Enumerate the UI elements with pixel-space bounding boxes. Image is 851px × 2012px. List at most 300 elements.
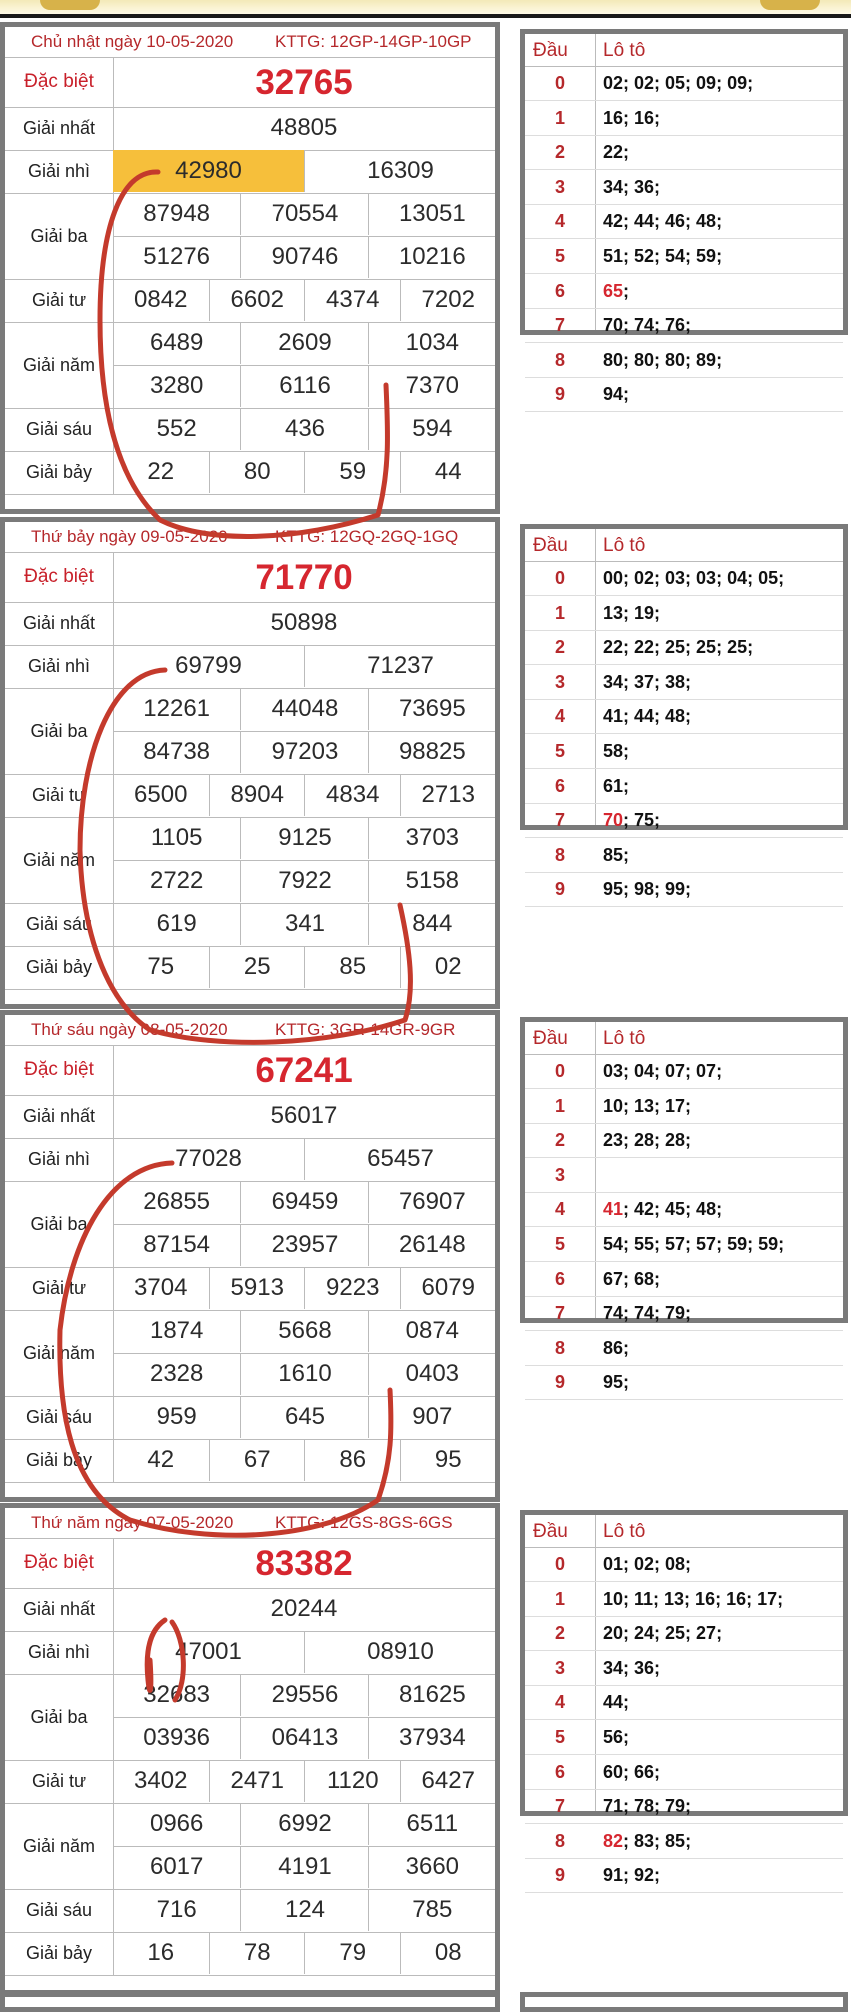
prize-number: 69459: [240, 1181, 368, 1223]
prize-numbers: [113, 408, 495, 451]
prize-label: Giải sáu: [5, 1889, 114, 1932]
loto-head-digit: 4: [554, 211, 565, 232]
prize-number: 71237: [304, 645, 496, 687]
prize-label: Giải nhất: [5, 1588, 114, 1631]
loto-values-text: 16; 16;: [603, 107, 661, 128]
prize-number: 2328: [149, 1360, 204, 1387]
prize-number: 08: [400, 1932, 497, 1974]
prize-number: 75: [147, 953, 175, 980]
prize-row-g5: [5, 322, 495, 409]
prize-number: 13051: [368, 193, 496, 235]
prize-number: 2722: [149, 867, 204, 894]
prize-label: Giải sáu: [5, 903, 114, 946]
prize-label: Đặc biệt: [5, 1045, 114, 1095]
prize-label: Giải năm: [5, 322, 114, 408]
loto-values-text: 54; 55; 57; 57; 59; 59;: [603, 1234, 785, 1254]
prize-number: 16: [147, 1939, 175, 1966]
prize-row-db: [5, 57, 495, 108]
loto-values: [603, 1762, 660, 1783]
loto-values: [603, 706, 691, 727]
loto-row: [525, 1296, 843, 1331]
prize-number: 6511: [368, 1803, 496, 1845]
draw-code: KTTG: 3GR-14GR-9GR: [275, 1020, 456, 1039]
loto-values: [603, 108, 660, 129]
prize-number: 6992: [240, 1803, 368, 1845]
loto-head-digit: 4: [554, 1692, 565, 1713]
loto-head-digit: 6: [554, 280, 565, 301]
prize-row-g1: [5, 1588, 495, 1632]
prize-number: 50898: [270, 609, 338, 636]
loto-values-text: 02; 02; 05; 09; 09;: [603, 73, 754, 93]
loto-values-text: ; 83; 85;: [623, 1830, 692, 1851]
loto-head-digit: 8: [554, 844, 565, 865]
prize-number: 29556: [240, 1674, 368, 1716]
loto-head-digit: 3: [554, 671, 565, 692]
loto-values-text: 22; 22; 25; 25; 25;: [603, 637, 754, 658]
loto-values: [603, 177, 660, 198]
prize-number: 552: [156, 415, 197, 442]
prize-number: 436: [240, 408, 368, 450]
prize-number: 08910: [304, 1631, 496, 1673]
prize-row-g6: [5, 903, 495, 947]
prize-number: 97203: [240, 731, 368, 773]
prize-number: 7202: [400, 279, 497, 321]
loto-values: [603, 384, 629, 405]
loto-values: [603, 1554, 691, 1575]
loto-row: [525, 1331, 843, 1366]
prize-number: 44048: [240, 688, 368, 730]
loto-values-text: 34; 37; 38;: [603, 671, 692, 692]
loto-row: [525, 699, 843, 734]
prize-number: 6116: [240, 365, 368, 407]
loto-values: [603, 1865, 660, 1886]
prize-row-g5: [5, 1310, 495, 1397]
loto-row: [525, 1755, 843, 1790]
loto-values-text: 70; 74; 76;: [603, 315, 692, 336]
prize-numbers: [113, 1932, 495, 1975]
prize-row-g3: [5, 1181, 495, 1268]
prize-number: 78: [209, 1932, 306, 1974]
prize-numbers: [113, 1310, 495, 1396]
prize-label: Giải nhất: [5, 602, 114, 645]
loto-values-text: ; 42; 45; 48;: [623, 1199, 723, 1220]
prize-numbers: [113, 322, 495, 408]
loto-row: [525, 1365, 843, 1400]
loto-row: [525, 239, 843, 274]
prize-numbers: [113, 57, 495, 107]
loto-values: [603, 1338, 629, 1359]
prize-number: 5913: [209, 1267, 306, 1309]
draw-date[interactable]: Thứ năm ngày 07-05-2020: [31, 1513, 234, 1532]
loto-values-text: 86;: [603, 1337, 630, 1358]
loto-values: [603, 350, 722, 371]
loto-values: [603, 1303, 691, 1324]
prize-number: 44: [400, 451, 497, 493]
prize-number: 69799: [175, 652, 242, 679]
prize-number: 0842: [134, 286, 188, 313]
prize-number: 26148: [368, 1224, 496, 1266]
prize-label: Giải bảy: [5, 451, 114, 494]
prize-numbers: [113, 817, 495, 903]
loto-header: [525, 34, 843, 67]
prize-label: Giải tư: [5, 774, 114, 817]
prize-label: Giải năm: [5, 1310, 114, 1396]
prize-number: 0403: [368, 1353, 496, 1395]
loto-values-text: 51; 52; 54; 59;: [603, 246, 723, 266]
special-tail-number: 82: [603, 1830, 624, 1851]
special-prize-number: 71770: [255, 558, 353, 597]
prize-number: 6079: [400, 1267, 497, 1309]
draw-date[interactable]: Thứ sáu ngày 08-05-2020: [31, 1020, 228, 1039]
loto-head-digit: 8: [554, 1830, 565, 1851]
prize-number: 16309: [304, 150, 496, 192]
prize-row-g3: [5, 193, 495, 280]
prize-row-g7: [5, 1932, 495, 1976]
loto-row: [525, 872, 843, 907]
loto-head-digit: 8: [554, 1337, 565, 1358]
prize-number: 47001: [175, 1638, 242, 1665]
draw-code: KTTG: 12GP-14GP-10GP: [275, 32, 472, 51]
loto-head-digit: 5: [554, 741, 565, 761]
prize-number: 8904: [209, 774, 306, 816]
prize-numbers: [113, 688, 495, 774]
prize-number: 716: [156, 1896, 197, 1923]
prize-numbers: [113, 1396, 495, 1439]
prize-number: 95: [400, 1439, 497, 1481]
loto-values-text: 60; 66;: [603, 1761, 661, 1782]
prize-numbers: [113, 1095, 495, 1138]
prize-row-g2: [5, 645, 495, 689]
prize-row-g4: [5, 1267, 495, 1311]
loto-values-text: 20; 24; 25; 27;: [603, 1623, 723, 1644]
prize-numbers: [113, 193, 495, 279]
prize-row-g3: [5, 1674, 495, 1761]
prize-numbers: [113, 1267, 495, 1310]
prize-numbers: [113, 1631, 495, 1674]
loto-values: [603, 1692, 629, 1713]
loto-table: [520, 1017, 848, 1393]
prize-number: 3402: [134, 1767, 188, 1794]
prize-label: Giải nhì: [5, 1631, 114, 1674]
prize-number: 341: [240, 903, 368, 945]
prize-number: 0874: [368, 1310, 496, 1352]
loto-head-digit: 2: [554, 1130, 565, 1151]
special-tail-number: 65: [603, 280, 624, 301]
prize-label: Giải ba: [5, 688, 114, 774]
prize-row-g1: [5, 602, 495, 646]
prize-number: 90746: [240, 236, 368, 278]
loto-values-text: 01; 02; 08;: [603, 1554, 692, 1574]
loto-row: [525, 204, 843, 239]
prize-numbers: [113, 1538, 495, 1588]
loto-values: [603, 603, 660, 624]
loto-head-digit: 7: [554, 1796, 565, 1817]
loto-head-dau: Đầu: [533, 535, 568, 556]
prize-numbers: [113, 645, 495, 688]
loto-values: [603, 1658, 660, 1679]
prize-label: Giải bảy: [5, 1932, 114, 1975]
prize-number: 6427: [400, 1760, 497, 1802]
prize-numbers: [113, 107, 495, 150]
prize-row-g1: [5, 1095, 495, 1139]
prize-label: Giải tư: [5, 279, 114, 322]
draw-date[interactable]: Chủ nhật ngày 10-05-2020: [31, 32, 234, 51]
loto-head-digit: 6: [554, 1268, 565, 1289]
prize-number: 1105: [150, 824, 203, 851]
results-table: [0, 517, 500, 1009]
loto-head-digit: 1: [554, 602, 565, 623]
prize-number: 1874: [149, 1317, 204, 1344]
loto-head-digit: 2: [554, 1623, 565, 1644]
prize-number: 86: [304, 1439, 401, 1481]
prize-number: 77028: [175, 1145, 242, 1172]
loto-head-digit: 3: [554, 1164, 565, 1185]
loto-values: [603, 741, 629, 762]
loto-head-digit: 3: [554, 176, 565, 197]
loto-header: [525, 529, 843, 562]
loto-values-text: 00; 02; 03; 03; 04; 05;: [603, 568, 785, 588]
prize-numbers: [113, 774, 495, 817]
loto-values: [603, 1061, 722, 1082]
loto-head-digit: 9: [554, 1372, 565, 1393]
prize-label: Giải nhì: [5, 645, 114, 688]
table-header: [5, 1508, 495, 1539]
loto-values-text: 67; 68;: [603, 1268, 661, 1289]
prize-number: 6489: [149, 329, 204, 356]
prize-number: 84738: [143, 738, 211, 765]
prize-number: 1120: [304, 1760, 401, 1802]
prize-number: 25: [209, 946, 306, 988]
loto-table: [520, 524, 848, 900]
table-header: [5, 27, 495, 58]
loto-values-text: 61;: [603, 775, 630, 796]
prize-label: Giải ba: [5, 193, 114, 279]
loto-values: [603, 1727, 629, 1748]
prize-number: 48805: [270, 114, 338, 141]
loto-values-text: 80; 80; 80; 89;: [603, 349, 723, 370]
loto-head-loto: Lô tô: [603, 1521, 646, 1542]
prize-number: 70554: [240, 193, 368, 235]
prize-number: 32683: [143, 1681, 211, 1708]
loto-values: [603, 1269, 660, 1290]
prize-number: 42980: [113, 150, 304, 192]
loto-head-digit: 7: [554, 810, 565, 831]
loto-row: [525, 1824, 843, 1859]
prize-number: 5158: [368, 860, 496, 902]
prize-number: 87948: [143, 200, 211, 227]
loto-head-digit: 1: [554, 1095, 565, 1116]
prize-label: Giải năm: [5, 1803, 114, 1889]
results-table: [0, 1503, 500, 1995]
loto-table: [520, 1510, 848, 1886]
prize-label: Giải sáu: [5, 1396, 114, 1439]
prize-row-g2: [5, 1138, 495, 1182]
prize-number: 2471: [209, 1760, 306, 1802]
prize-number: 645: [240, 1396, 368, 1438]
prize-label: Giải tư: [5, 1760, 114, 1803]
loto-row: [525, 343, 843, 378]
prize-number: 1610: [240, 1353, 368, 1395]
loto-row: [525, 1685, 843, 1720]
loto-head-dau: Đầu: [533, 40, 568, 61]
loto-values: [603, 879, 691, 900]
prize-number: 7370: [368, 365, 496, 407]
loto-values: [603, 845, 629, 866]
prize-number: 619: [156, 910, 197, 937]
prize-row-g5: [5, 817, 495, 904]
prize-row-db: [5, 1538, 495, 1589]
prize-row-g4: [5, 774, 495, 818]
prize-row-g6: [5, 1889, 495, 1933]
loto-values-text: 71; 78; 79;: [603, 1796, 692, 1817]
prize-number: 3704: [134, 1274, 188, 1301]
prize-row-g1: [5, 107, 495, 151]
prize-number: 22: [147, 458, 175, 485]
prize-row-g4: [5, 1760, 495, 1804]
prize-row-g5: [5, 1803, 495, 1890]
prize-numbers: [113, 946, 495, 989]
loto-row: [525, 1089, 843, 1124]
next-loto-table-partial: [520, 1992, 848, 2012]
loto-head-digit: 4: [554, 706, 565, 727]
prize-numbers: [113, 1588, 495, 1631]
loto-values: [603, 810, 660, 831]
prize-number: 12261: [143, 695, 211, 722]
loto-row: [525, 1262, 843, 1297]
prize-label: Giải nhì: [5, 1138, 114, 1181]
loto-values: [603, 281, 629, 302]
loto-head-digit: 0: [554, 568, 565, 588]
prize-number: 23957: [240, 1224, 368, 1266]
prize-number: 51276: [143, 243, 211, 270]
prize-number: 3703: [368, 817, 496, 859]
loto-values: [603, 1831, 691, 1852]
prize-row-db: [5, 1045, 495, 1096]
prize-number: 67: [209, 1439, 306, 1481]
loto-row: [525, 1858, 843, 1893]
loto-head-loto: Lô tô: [603, 40, 646, 61]
prize-number: 2713: [400, 774, 497, 816]
loto-row: [525, 1789, 843, 1824]
loto-values-text: 95;: [603, 1372, 630, 1393]
prize-row-g4: [5, 279, 495, 323]
prize-number: 907: [368, 1396, 496, 1438]
loto-head-digit: 1: [554, 107, 565, 128]
loto-row: [525, 101, 843, 136]
prize-label: Giải sáu: [5, 408, 114, 451]
draw-code: KTTG: 12GS-8GS-6GS: [275, 1513, 453, 1532]
loto-values-text: 23; 28; 28;: [603, 1130, 692, 1151]
loto-row: [525, 1547, 843, 1582]
loto-values-text: 10; 11; 13; 16; 16; 17;: [603, 1588, 784, 1609]
loto-values: [603, 1589, 783, 1610]
loto-head-digit: 2: [554, 637, 565, 658]
loto-values-text: 22;: [603, 142, 630, 163]
prize-numbers: [113, 1803, 495, 1889]
loto-values-text: 41; 44; 48;: [603, 706, 692, 727]
loto-row: [525, 274, 843, 309]
prize-number: 2609: [240, 322, 368, 364]
prize-numbers: [113, 451, 495, 494]
prize-number: 3660: [368, 1846, 496, 1888]
prize-number: 5668: [240, 1310, 368, 1352]
prize-number: 65457: [304, 1138, 496, 1180]
prize-row-g2: [5, 1631, 495, 1675]
loto-head-loto: Lô tô: [603, 535, 646, 556]
loto-head-digit: 5: [554, 246, 565, 266]
loto-values: [603, 776, 629, 797]
prize-numbers: [113, 1045, 495, 1095]
prize-numbers: [113, 1439, 495, 1482]
prize-number: 37934: [368, 1717, 496, 1759]
special-tail-number: 70: [603, 810, 624, 831]
prize-label: Giải nhất: [5, 1095, 114, 1138]
table-header: [5, 1015, 495, 1046]
loto-row: [525, 838, 843, 873]
loto-values-text: 74; 74; 79;: [603, 1303, 692, 1324]
loto-values-text: 34; 36;: [603, 176, 661, 197]
loto-values: [603, 1130, 691, 1151]
loto-head-digit: 9: [554, 1865, 565, 1886]
prize-numbers: [113, 1138, 495, 1181]
prize-number: 03936: [143, 1724, 211, 1751]
prize-number: 844: [368, 903, 496, 945]
prize-label: Giải bảy: [5, 946, 114, 989]
prize-number: 80: [209, 451, 306, 493]
prize-number: 9125: [240, 817, 368, 859]
loto-row: [525, 1582, 843, 1617]
prize-number: 10216: [368, 236, 496, 278]
next-results-table-partial: [0, 1992, 500, 2012]
special-tail-number: 41: [603, 1199, 624, 1220]
prize-label: Giải ba: [5, 1674, 114, 1760]
prize-number: 9223: [304, 1267, 401, 1309]
prize-numbers: [113, 279, 495, 322]
loto-row: [525, 596, 843, 631]
loto-values: [603, 1096, 691, 1117]
prize-number: 98825: [368, 731, 496, 773]
loto-values: [603, 568, 784, 589]
draw-code: KTTG: 12GQ-2GQ-1GQ: [275, 527, 459, 546]
prize-number: 56017: [270, 1102, 338, 1129]
prize-label: Giải nhất: [5, 107, 114, 150]
prize-number: 594: [368, 408, 496, 450]
prize-number: 73695: [368, 688, 496, 730]
loto-row: [525, 1227, 843, 1262]
prize-numbers: [113, 1181, 495, 1267]
draw-date[interactable]: Thứ bảy ngày 09-05-2020: [31, 527, 228, 546]
loto-values: [603, 1199, 722, 1220]
prize-row-g7: [5, 946, 495, 990]
loto-values: [603, 73, 753, 94]
loto-values: [603, 672, 691, 693]
loto-head-dau: Đầu: [533, 1521, 568, 1542]
prize-numbers: [113, 150, 495, 193]
loto-values-text: 56;: [603, 1727, 630, 1747]
prize-number: 87154: [143, 1231, 211, 1258]
loto-row: [525, 630, 843, 665]
loto-values: [603, 1372, 629, 1393]
loto-head-loto: Lô tô: [603, 1028, 646, 1049]
loto-header: [525, 1515, 843, 1548]
loto-row: [525, 665, 843, 700]
table-header: [5, 522, 495, 553]
prize-label: Giải bảy: [5, 1439, 114, 1482]
prize-number: 3280: [149, 372, 204, 399]
loto-row: [525, 1158, 843, 1193]
prize-row-db: [5, 552, 495, 603]
prize-number: 79: [304, 1932, 401, 1974]
